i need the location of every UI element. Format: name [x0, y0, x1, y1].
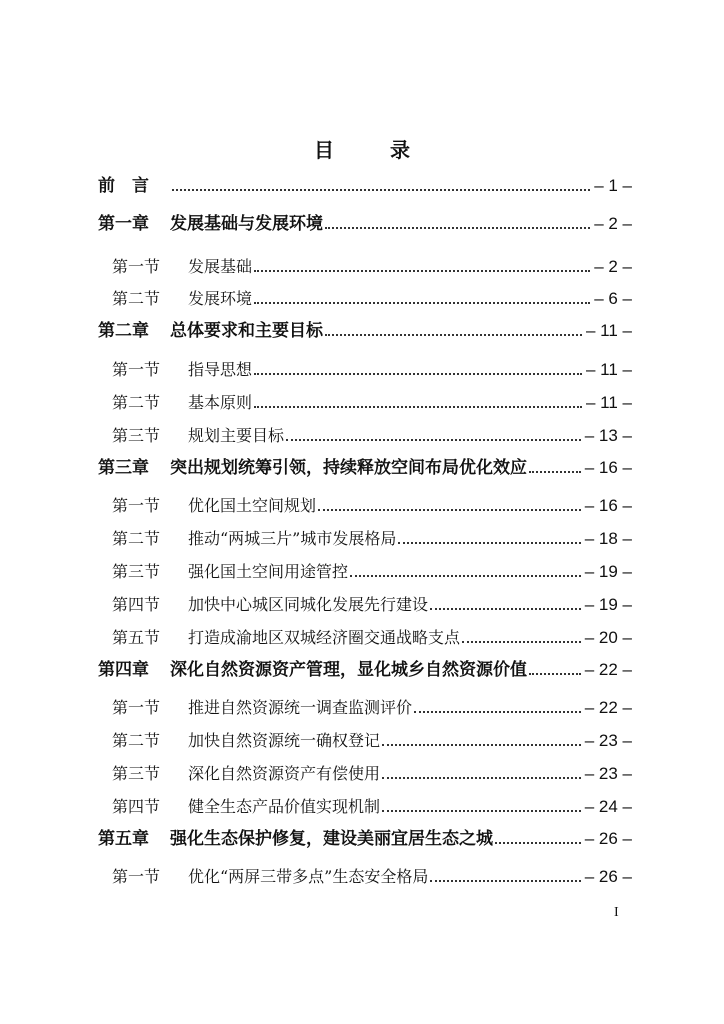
entry-page: – 16 –: [584, 496, 632, 515]
toc-entry[interactable]: [98, 821, 632, 849]
toc-entry[interactable]: [98, 756, 632, 784]
entry-page: – 13 –: [584, 426, 632, 445]
entry-page: – 23 –: [584, 764, 632, 783]
entry-number: 第四节: [112, 797, 161, 816]
toc-entry[interactable]: [98, 652, 632, 680]
dot-leader: [382, 810, 581, 812]
entry-page: – 2 –: [594, 214, 632, 233]
entry-label: 健全生态产品价值实现机制: [188, 797, 381, 816]
dot-leader: [254, 302, 590, 304]
toc-entry[interactable]: [98, 450, 632, 478]
entry-page: – 19 –: [584, 595, 632, 614]
entry-page: – 11 –: [585, 321, 632, 340]
entry-page: – 1 –: [594, 176, 632, 195]
entry-label: 深化自然资源资产管理，显化城乡自然资源价值: [170, 660, 527, 680]
toc-title: 目 录: [314, 138, 428, 162]
dot-leader: [495, 842, 581, 844]
entry-number: 第五节: [112, 628, 161, 647]
entry-label: 深化自然资源资产有偿使用: [188, 764, 381, 783]
entry-page: – 18 –: [584, 529, 632, 548]
dot-leader: [254, 406, 582, 408]
entry-number: 第三节: [112, 764, 161, 783]
entry-label: 加快自然资源统一确权登记: [188, 731, 381, 750]
dot-leader: [172, 189, 590, 191]
entry-number: 第三章: [98, 458, 149, 478]
entry-number: 第二节: [112, 529, 161, 548]
toc-entry[interactable]: [98, 206, 632, 234]
entry-page: – 20 –: [584, 628, 632, 647]
entry-label: 优化国土空间规划: [188, 496, 317, 515]
entry-page: – 24 –: [584, 797, 632, 816]
toc-entry[interactable]: [98, 168, 632, 196]
dot-leader: [398, 542, 580, 544]
entry-page: – 19 –: [584, 562, 632, 581]
entry-page: – 2 –: [594, 257, 632, 276]
toc-entry[interactable]: [98, 418, 632, 446]
entry-number: 第二节: [112, 731, 161, 750]
dot-leader: [430, 880, 580, 882]
entry-label: 优化“两屏三带多点”生态安全格局: [188, 867, 429, 886]
entry-label: 规划主要目标: [188, 426, 285, 445]
dot-leader: [430, 608, 581, 610]
toc-entry[interactable]: [98, 281, 632, 309]
entry-number: 第三节: [112, 562, 161, 581]
entry-number: 第一章: [98, 214, 149, 234]
entry-page: – 22 –: [584, 698, 632, 717]
entry-page: – 23 –: [584, 731, 632, 750]
toc-entry[interactable]: [98, 690, 632, 718]
entry-number: 第一节: [112, 257, 161, 276]
toc-entry[interactable]: [98, 352, 632, 380]
entry-label: 总体要求和主要目标: [170, 321, 323, 341]
entry-label: 强化国土空间用途管控: [188, 562, 349, 581]
entry-number: 第五章: [98, 829, 149, 849]
dot-leader: [350, 575, 581, 577]
dot-leader: [325, 334, 582, 336]
entry-number: 第一节: [112, 867, 161, 886]
entry-number: 第一节: [112, 360, 161, 379]
entry-page: – 16 –: [584, 458, 632, 477]
entry-page: – 22 –: [584, 660, 632, 679]
page-number: I: [614, 905, 619, 920]
dot-leader: [529, 471, 581, 473]
dot-leader: [462, 641, 581, 643]
toc-entry[interactable]: [98, 313, 632, 341]
dot-leader: [382, 777, 581, 779]
toc-entry[interactable]: [98, 385, 632, 413]
entry-label: 推进自然资源统一调查监测评价: [188, 698, 413, 717]
entry-page: – 6 –: [594, 289, 632, 308]
entry-label: 打造成渝地区双城经济圈交通战略支点: [188, 628, 461, 647]
dot-leader: [529, 673, 581, 675]
entry-number: 第三节: [112, 426, 161, 445]
toc-entry[interactable]: [98, 587, 632, 615]
entry-label: 加快中心城区同城化发展先行建设: [188, 595, 429, 614]
entry-label: 基本原则: [188, 393, 253, 412]
entry-label: 推动“两城三片”城市发展格局: [188, 529, 397, 548]
entry-number: 第四章: [98, 660, 149, 680]
entry-label: 突出规划统筹引领，持续释放空间布局优化效应: [170, 458, 527, 478]
dot-leader: [414, 711, 581, 713]
dot-leader: [382, 744, 581, 746]
entry-label: 发展环境: [188, 289, 253, 308]
entry-number: 第一节: [112, 496, 161, 515]
dot-leader: [254, 270, 590, 272]
toc-entry[interactable]: [98, 488, 632, 516]
entry-page: – 11 –: [585, 360, 632, 379]
entry-label: 指导思想: [188, 360, 253, 379]
entry-number: 前 言: [98, 176, 149, 196]
dot-leader: [286, 439, 581, 441]
entry-number: 第二章: [98, 321, 149, 341]
toc-entry[interactable]: [98, 521, 632, 549]
dot-leader: [254, 373, 582, 375]
toc-entry[interactable]: [98, 620, 632, 648]
entry-number: 第四节: [112, 595, 161, 614]
entry-number: 第二节: [112, 393, 161, 412]
entry-label: 发展基础: [188, 257, 253, 276]
entry-number: 第一节: [112, 698, 161, 717]
toc-entry[interactable]: [98, 554, 632, 582]
entry-page: – 26 –: [584, 867, 632, 886]
toc-entry[interactable]: [98, 789, 632, 817]
entry-label: 强化生态保护修复，建设美丽宜居生态之城: [170, 829, 493, 849]
entry-label: 发展基础与发展环境: [170, 214, 323, 234]
toc-entry[interactable]: [98, 249, 632, 277]
dot-leader: [325, 227, 590, 229]
entry-page: – 11 –: [585, 393, 632, 412]
toc-entry[interactable]: [98, 859, 632, 887]
entry-number: 第二节: [112, 289, 161, 308]
toc-entry[interactable]: [98, 723, 632, 751]
entry-page: – 26 –: [584, 829, 632, 848]
dot-leader: [318, 509, 581, 511]
